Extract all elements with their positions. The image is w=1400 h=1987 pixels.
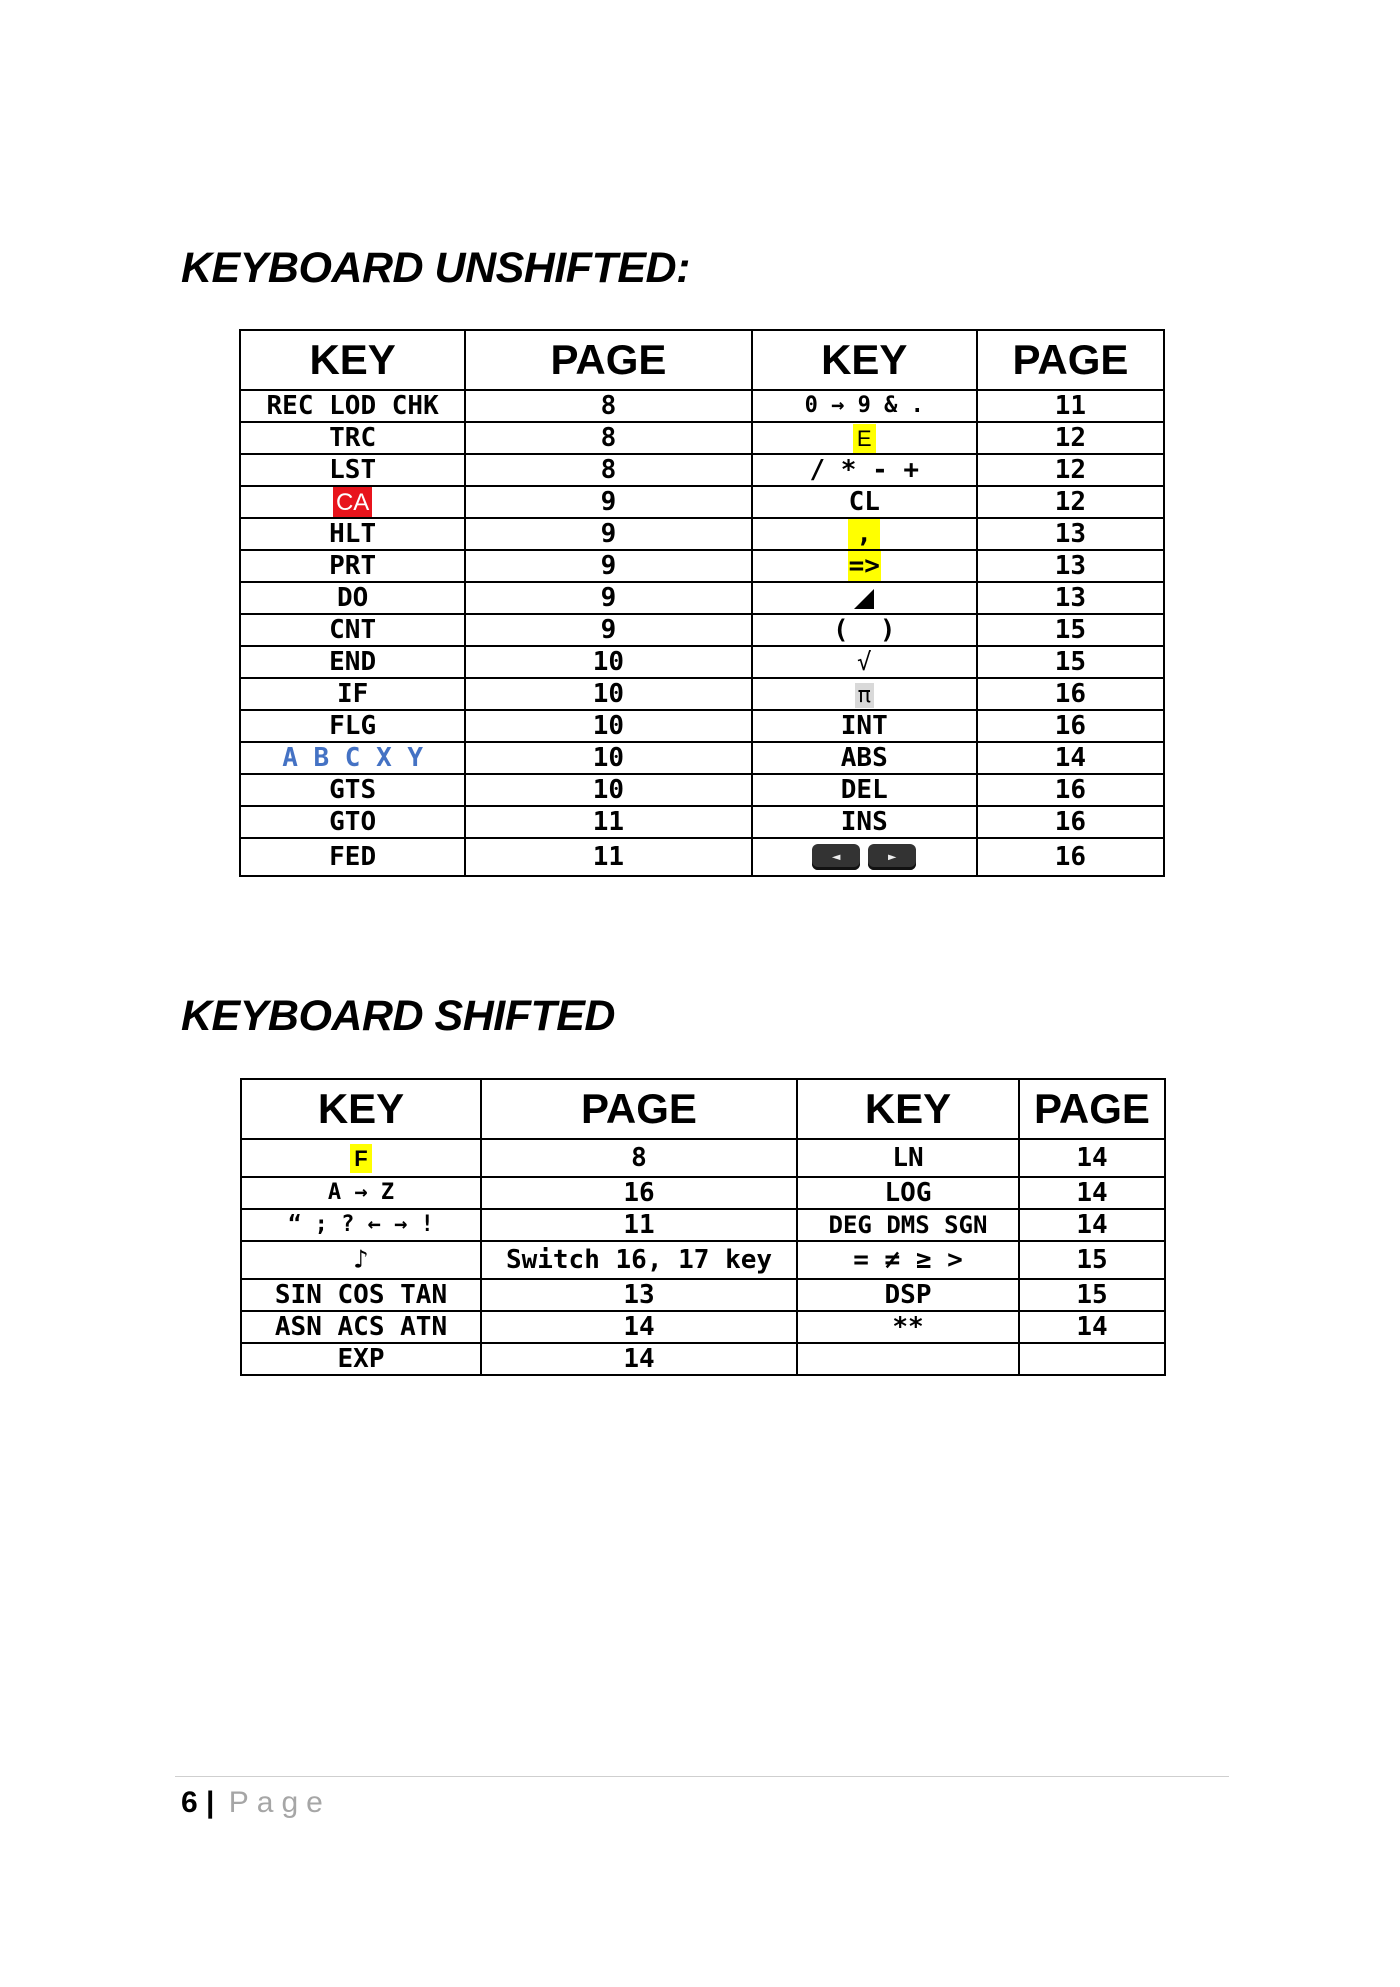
key-comma-highlight: ,: [848, 518, 880, 550]
triangle-icon: [854, 589, 874, 609]
key-e-highlight: E: [853, 424, 876, 453]
column-header-key: KEY: [797, 1079, 1019, 1139]
key-cell: SIN COS TAN: [241, 1279, 481, 1311]
key-cell: [752, 838, 977, 876]
key-arrow-highlight: =>: [848, 551, 880, 581]
table-row: [241, 1311, 1165, 1343]
page-cell: 8: [481, 1139, 797, 1177]
table-row: [240, 678, 1164, 710]
page-cell: 10: [465, 678, 751, 710]
table-row: [240, 518, 1164, 550]
key-cell: PRT: [240, 550, 465, 582]
key-cell: END: [240, 646, 465, 678]
page-cell: 10: [465, 710, 751, 742]
page-footer: [181, 1786, 331, 1820]
page-cell: 8: [465, 422, 751, 454]
page-cell: 11: [977, 390, 1164, 422]
key-cell: CNT: [240, 614, 465, 646]
table-row: [240, 582, 1164, 614]
right-arrow-key-icon: ►: [868, 844, 916, 870]
section-title-shifted: KEYBOARD SHIFTED: [181, 992, 615, 1040]
table-row: [241, 1241, 1165, 1279]
music-note-icon: ♪: [353, 1245, 369, 1275]
table-row: [241, 1279, 1165, 1311]
key-cell: INT: [752, 710, 977, 742]
section-title-unshifted: KEYBOARD UNSHIFTED:: [181, 244, 690, 292]
table-header-row: [240, 330, 1164, 390]
table-row: [240, 806, 1164, 838]
key-cell: FED: [240, 838, 465, 876]
page-cell: 10: [465, 742, 751, 774]
key-cell: √: [752, 646, 977, 678]
column-header-page: PAGE: [465, 330, 751, 390]
key-cell: [797, 1343, 1019, 1375]
key-cell: [241, 1241, 481, 1279]
key-cell: INS: [752, 806, 977, 838]
page-cell: 14: [1019, 1139, 1165, 1177]
table-row: [240, 742, 1164, 774]
page-cell: 12: [977, 486, 1164, 518]
page-cell: 15: [977, 614, 1164, 646]
page-cell: 12: [977, 422, 1164, 454]
table-row: [240, 838, 1164, 876]
page-cell: 16: [977, 806, 1164, 838]
table-row: [241, 1209, 1165, 1241]
page-cell: 13: [481, 1279, 797, 1311]
page-cell: 9: [465, 582, 751, 614]
page-cell: 9: [465, 550, 751, 582]
footer-separator: |: [206, 1786, 215, 1819]
page-label: Page: [228, 1786, 331, 1819]
key-cell: DO: [240, 582, 465, 614]
page-cell: 8: [465, 390, 751, 422]
page-cell: 11: [465, 806, 751, 838]
page-cell: 16: [977, 678, 1164, 710]
table-row: [240, 390, 1164, 422]
page-number: 6: [181, 1786, 198, 1819]
page-cell: 9: [465, 518, 751, 550]
column-header-key: KEY: [240, 330, 465, 390]
key-cell: 0 → 9 & .: [752, 390, 977, 422]
page-cell: 14: [1019, 1311, 1165, 1343]
table-row: [241, 1177, 1165, 1209]
key-cell: **: [797, 1311, 1019, 1343]
page-cell: 13: [977, 550, 1164, 582]
key-cell: DSP: [797, 1279, 1019, 1311]
footer-divider: [175, 1776, 1229, 1777]
page-cell: 14: [481, 1311, 797, 1343]
key-cell: LOG: [797, 1177, 1019, 1209]
page-cell: 14: [1019, 1209, 1165, 1241]
column-header-page: PAGE: [481, 1079, 797, 1139]
key-cell: LST: [240, 454, 465, 486]
table-row: [240, 710, 1164, 742]
key-cell: [752, 518, 977, 550]
table-row: [240, 774, 1164, 806]
page-cell: 15: [1019, 1279, 1165, 1311]
page-cell: 16: [481, 1177, 797, 1209]
column-header-key: KEY: [241, 1079, 481, 1139]
key-f-highlight: F: [350, 1144, 371, 1173]
table-row: [241, 1139, 1165, 1177]
column-header-page: PAGE: [1019, 1079, 1165, 1139]
key-pi-highlight: π: [855, 683, 874, 708]
table-row: [240, 486, 1164, 518]
key-cell: = ≠ ≥ >: [797, 1241, 1019, 1279]
column-header-page: PAGE: [977, 330, 1164, 390]
page-cell: 10: [465, 646, 751, 678]
key-cell: TRC: [240, 422, 465, 454]
page-cell: 14: [977, 742, 1164, 774]
key-cell: GTS: [240, 774, 465, 806]
table-row: [240, 454, 1164, 486]
key-cell: HLT: [240, 518, 465, 550]
key-cell: / * - +: [752, 454, 977, 486]
page-cell: 8: [465, 454, 751, 486]
key-cell: ABS: [752, 742, 977, 774]
table-row: [241, 1343, 1165, 1375]
unshifted-key-table: [239, 329, 1165, 877]
key-cell: [752, 550, 977, 582]
shifted-key-table: [240, 1078, 1166, 1376]
page-cell: 16: [977, 838, 1164, 876]
key-cell: [240, 486, 465, 518]
table-header-row: [241, 1079, 1165, 1139]
page-cell: 16: [977, 774, 1164, 806]
key-cell: EXP: [241, 1343, 481, 1375]
key-cell: [752, 422, 977, 454]
page-cell: 13: [977, 582, 1164, 614]
table-row: [240, 550, 1164, 582]
page-cell: 14: [481, 1343, 797, 1375]
page-cell: 13: [977, 518, 1164, 550]
page-cell: 12: [977, 454, 1164, 486]
table-row: [240, 614, 1164, 646]
page-cell: 15: [1019, 1241, 1165, 1279]
page-cell: 11: [465, 838, 751, 876]
key-cell: [752, 582, 977, 614]
key-cell: A B C X Y: [240, 742, 465, 774]
key-cell: LN: [797, 1139, 1019, 1177]
page-cell: 11: [481, 1209, 797, 1241]
key-cell: A → Z: [241, 1177, 481, 1209]
key-cell: REC LOD CHK: [240, 390, 465, 422]
page-cell: 9: [465, 486, 751, 518]
page-cell: 9: [465, 614, 751, 646]
page-cell: 15: [977, 646, 1164, 678]
table-row: [240, 422, 1164, 454]
table-row: [240, 646, 1164, 678]
key-cell: DEL: [752, 774, 977, 806]
key-cell: FLG: [240, 710, 465, 742]
page-cell: 10: [465, 774, 751, 806]
key-cell: IF: [240, 678, 465, 710]
column-header-key: KEY: [752, 330, 977, 390]
key-cell: DEG DMS SGN: [797, 1209, 1019, 1241]
key-ca-highlight: CA: [333, 487, 372, 518]
page-cell: 14: [1019, 1177, 1165, 1209]
page-cell: Switch 16, 17 key: [481, 1241, 797, 1279]
page-cell: 16: [977, 710, 1164, 742]
key-cell: “ ; ? ← → !: [241, 1209, 481, 1241]
key-cell: ASN ACS ATN: [241, 1311, 481, 1343]
key-cell: [752, 678, 977, 710]
key-cell: [241, 1139, 481, 1177]
left-arrow-key-icon: ◄: [812, 844, 860, 870]
key-cell: GTO: [240, 806, 465, 838]
key-cell: CL: [752, 486, 977, 518]
key-cell: ( ): [752, 614, 977, 646]
page-cell: [1019, 1343, 1165, 1375]
